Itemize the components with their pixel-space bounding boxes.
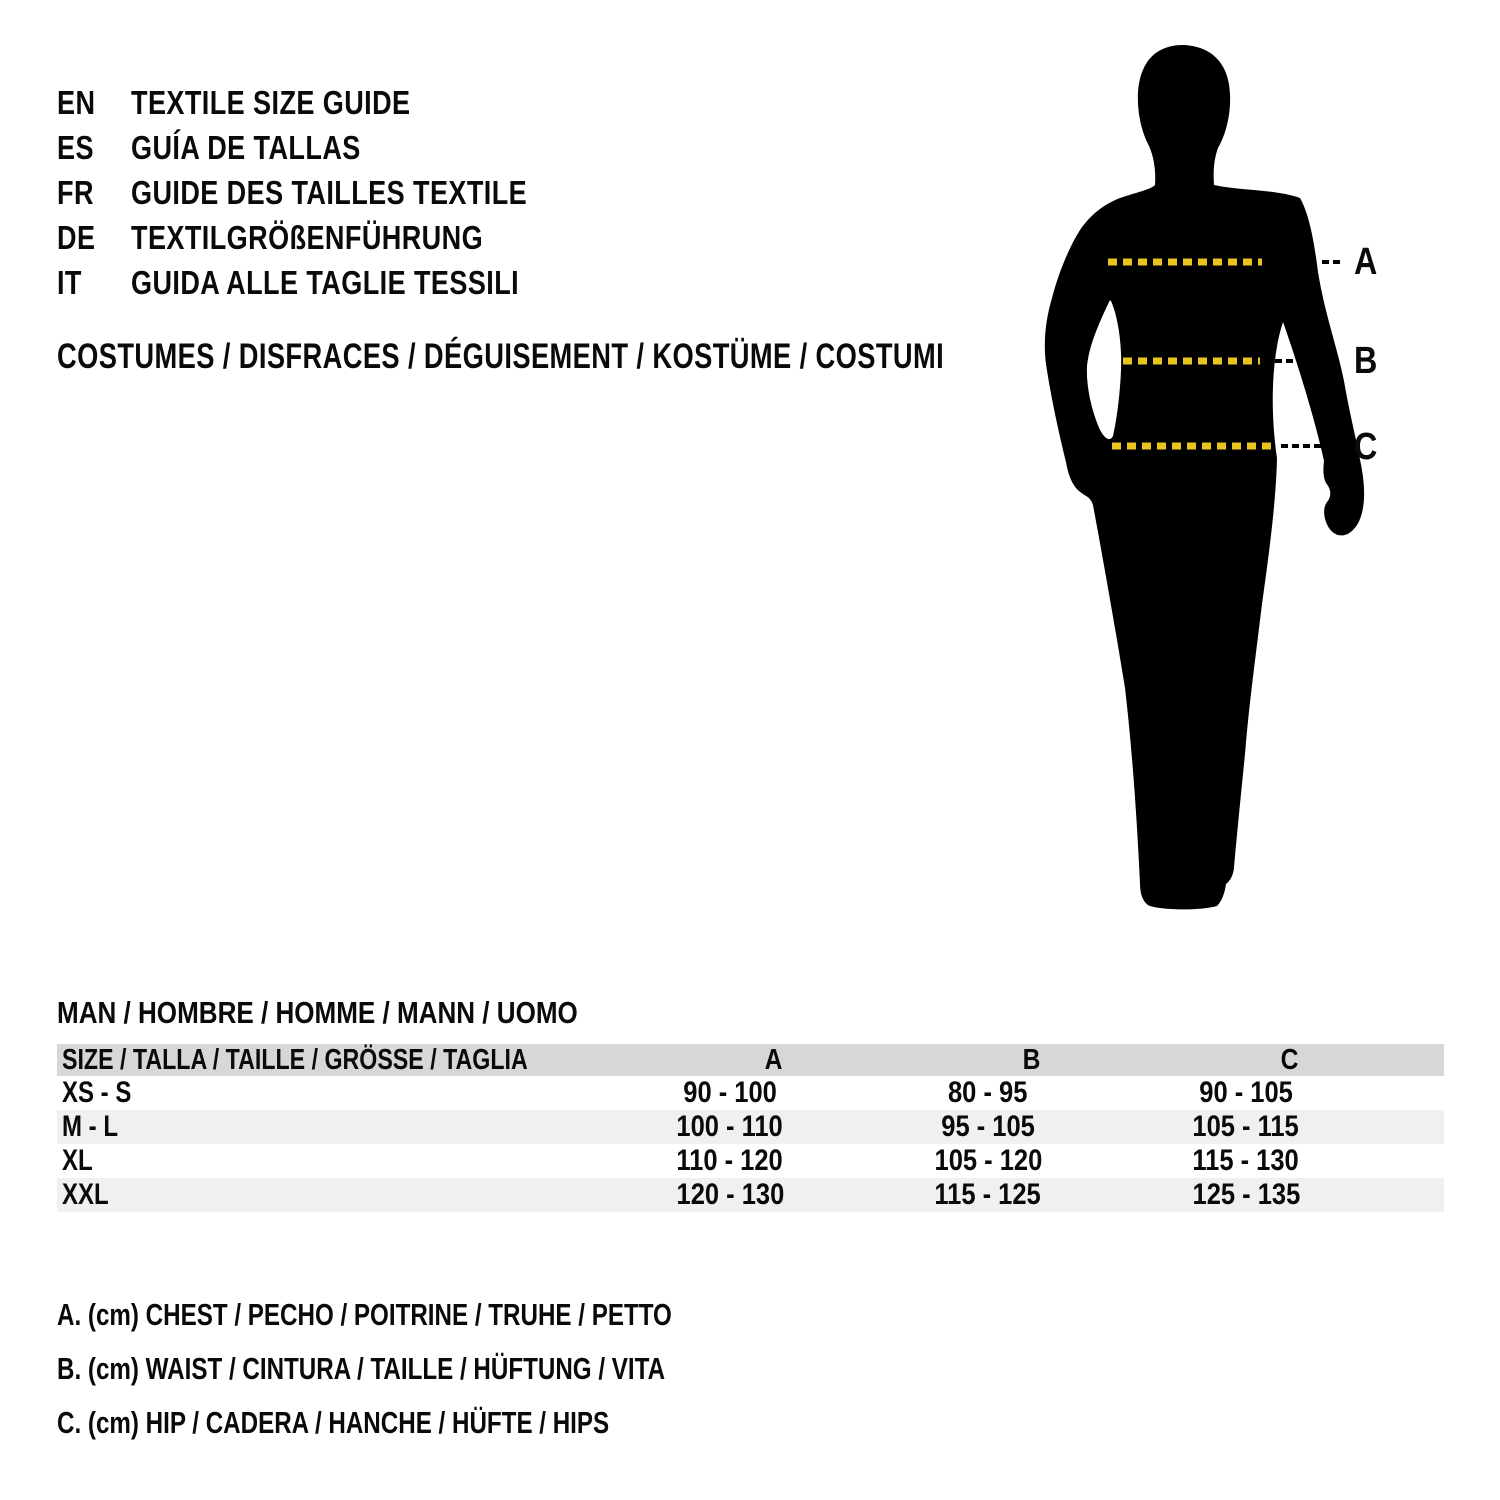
waist-value-cell: 105 - 120 (934, 1144, 1042, 1177)
size-header-cell: SIZE / TALLA / TAILLE / GRÖSSE / TAGLIA (62, 1044, 528, 1076)
hip-value-cell: 90 - 105 (1199, 1076, 1293, 1109)
language-row-es (57, 125, 614, 170)
chest-value-cell: 110 - 120 (676, 1144, 784, 1177)
row-spacer-cell (1375, 1178, 1444, 1212)
measure-label-c: C (1354, 426, 1378, 468)
chest-value-cell: 100 - 110 (676, 1110, 784, 1143)
size-cell: XS - S (62, 1076, 132, 1109)
header-spacer-cell (1418, 1044, 1444, 1076)
language-code: DE (57, 219, 96, 256)
language-title: GUIDE DES TAILLES TEXTILE (131, 174, 528, 211)
table-header-row (57, 1044, 1444, 1076)
column-header-b: B (1022, 1044, 1041, 1076)
size-table (57, 1044, 1444, 1212)
language-title: GUÍA DE TALLAS (131, 129, 361, 166)
table-row-xs-s (57, 1076, 1444, 1110)
hip-value-cell: 105 - 115 (1192, 1110, 1300, 1143)
waist-value-cell: 115 - 125 (934, 1178, 1042, 1211)
language-row-de (57, 215, 614, 260)
column-header-c: C (1280, 1044, 1299, 1076)
language-code: IT (57, 264, 82, 301)
language-list (57, 80, 614, 305)
row-spacer-cell (1375, 1076, 1444, 1110)
row-spacer-cell (1375, 1110, 1444, 1144)
size-cell: XXL (62, 1178, 109, 1211)
language-row-it (57, 260, 614, 305)
footnote-hip: C. (cm) HIP / CADERA / HANCHE / HÜFTE / HIPS (57, 1405, 610, 1440)
language-code: ES (57, 129, 94, 166)
measure-label-a: A (1354, 241, 1378, 283)
table-row-xxl (57, 1178, 1444, 1212)
size-cell: XL (62, 1144, 93, 1177)
waist-value-cell: 95 - 105 (941, 1110, 1035, 1143)
size-cell: M - L (62, 1110, 118, 1143)
column-header-a: A (764, 1044, 783, 1076)
language-code: FR (57, 174, 94, 211)
hip-value-cell: 125 - 135 (1192, 1178, 1300, 1211)
gender-section-title: MAN / HOMBRE / HOMME / MANN / UOMO (57, 995, 578, 1030)
language-row-en (57, 80, 614, 125)
row-spacer-cell (1375, 1144, 1444, 1178)
measurement-footnotes (57, 1288, 845, 1450)
language-title: TEXTILGRÖßENFÜHRUNG (131, 219, 484, 256)
language-code: EN (57, 84, 96, 121)
language-title: TEXTILE SIZE GUIDE (131, 84, 411, 121)
waist-value-cell: 80 - 95 (948, 1076, 1028, 1109)
measure-label-b: B (1354, 340, 1378, 382)
male-silhouette (1045, 45, 1364, 909)
table-row-m-l (57, 1110, 1444, 1144)
chest-value-cell: 90 - 100 (683, 1076, 777, 1109)
footnote-chest: A. (cm) CHEST / PECHO / POITRINE / TRUHE / PETTO (57, 1297, 672, 1332)
footnote-waist: B. (cm) WAIST / CINTURA / TAILLE / HÜFTUNG / VITA (57, 1351, 666, 1386)
category-title: COSTUMES / DISFRACES / DÉGUISEMENT / KOSTÜME / COSTUMI (57, 337, 945, 376)
hip-value-cell: 115 - 130 (1192, 1144, 1300, 1177)
language-title: GUIDA ALLE TAGLIE TESSILI (131, 264, 520, 301)
chest-value-cell: 120 - 130 (676, 1178, 784, 1211)
table-row-xl (57, 1144, 1444, 1178)
language-row-fr (57, 170, 614, 215)
